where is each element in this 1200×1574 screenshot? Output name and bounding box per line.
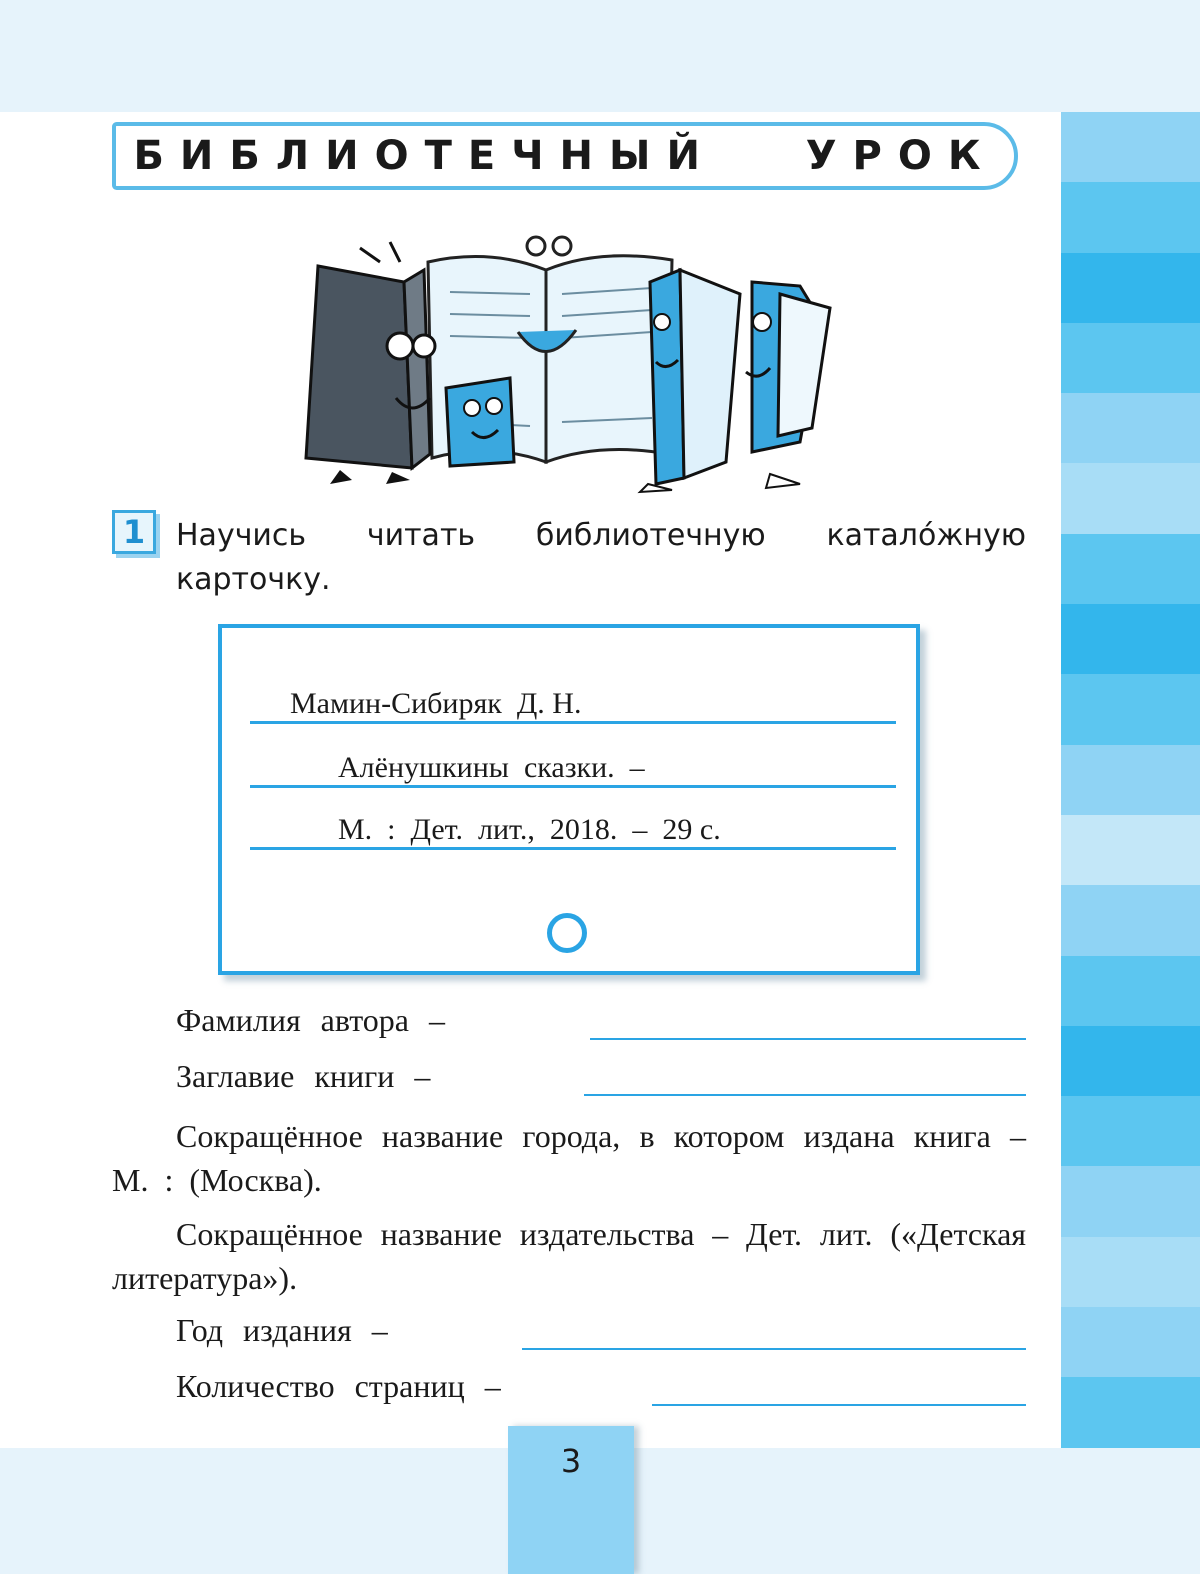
side-stripe <box>1061 112 1200 182</box>
side-stripe <box>1061 1237 1200 1307</box>
side-stripe <box>1061 885 1200 955</box>
year-answer-line[interactable] <box>522 1348 1026 1350</box>
page-number-tab <box>508 1426 634 1574</box>
publisher-paragraph: Сокращённое название издательства – Дет. лит. («Детская литература»). <box>112 1216 1026 1296</box>
task-instruction: Научись читать библиотечную катало́жную карточку. <box>176 518 1026 597</box>
page-number: 3 <box>560 1442 582 1480</box>
card-imprint-line: М. : Дет. лит., 2018. – 29 с. <box>250 810 896 850</box>
side-stripe <box>1061 674 1200 744</box>
side-stripe <box>1061 1026 1200 1096</box>
side-stripe <box>1061 1096 1200 1166</box>
side-stripe <box>1061 1377 1200 1447</box>
side-stripe <box>1061 604 1200 674</box>
pages-label: Количество страниц – <box>176 1368 501 1404</box>
side-stripes <box>1061 112 1200 1448</box>
card-title-line: Алёнушкины сказки. – <box>250 748 896 788</box>
year-label: Год издания – <box>176 1312 388 1348</box>
side-stripe <box>1061 1307 1200 1377</box>
lesson-title-box <box>112 122 1018 190</box>
card-hole-icon <box>547 913 587 953</box>
title-answer-line[interactable] <box>584 1094 1026 1096</box>
card-author-line: Мамин-Сибиряк Д. Н. <box>250 684 896 724</box>
side-stripe <box>1061 323 1200 393</box>
author-answer-line[interactable] <box>590 1038 1026 1040</box>
side-stripe <box>1061 956 1200 1026</box>
lesson-title: БИБЛИОТЕЧНЫЙ УРОК <box>133 133 997 179</box>
side-stripe <box>1061 463 1200 533</box>
side-stripe <box>1061 393 1200 463</box>
author-label: Фамилия автора – <box>176 1002 445 1038</box>
title-label: Заглавие книги – <box>176 1058 431 1094</box>
side-stripe <box>1061 745 1200 815</box>
city-paragraph: Сокращённое название города, в котором издана книга – М. : (Москва). <box>112 1118 1026 1198</box>
cartoon-books-icon <box>300 222 840 494</box>
task-number-badge: 1 <box>112 510 156 554</box>
side-stripe <box>1061 182 1200 252</box>
side-stripe <box>1061 1166 1200 1236</box>
side-stripe <box>1061 534 1200 604</box>
top-margin-band <box>0 0 1200 112</box>
side-stripe <box>1061 815 1200 885</box>
pages-answer-line[interactable] <box>652 1404 1026 1406</box>
side-stripe <box>1061 253 1200 323</box>
catalog-card <box>218 624 920 975</box>
